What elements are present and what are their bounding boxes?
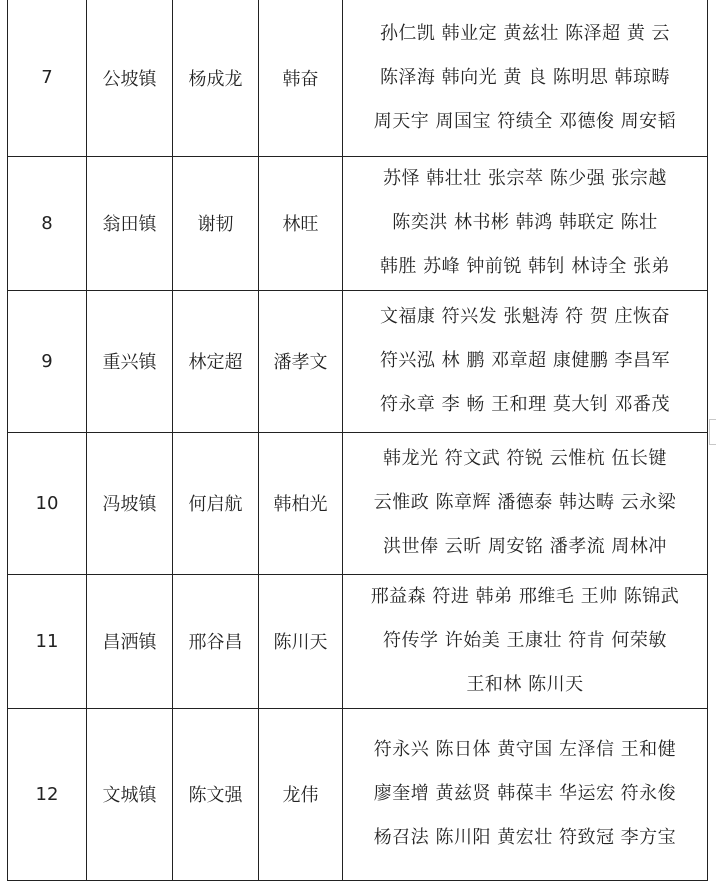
- member-list: [343, 290, 708, 432]
- row-number: 9: [8, 290, 87, 432]
- row-number: 11: [8, 574, 87, 708]
- table-row: [8, 574, 708, 708]
- town-name: 文城镇: [87, 708, 173, 880]
- table-row: [8, 290, 708, 432]
- contact-name: 潘孝文: [259, 290, 343, 432]
- member-list: [343, 574, 708, 708]
- contact-name: 龙伟: [259, 708, 343, 880]
- member-line: 陈奕洪 林书彬 韩鸿 韩联定 陈壮: [392, 212, 658, 233]
- row-number: 12: [8, 708, 87, 880]
- member-line: 云惟政 陈章辉 潘德泰 韩达畴 云永梁: [373, 492, 677, 513]
- contact-name: 陈川天: [259, 574, 343, 708]
- member-line: 邢益森 符进 韩弟 邢维毛 王帅 陈锦武: [370, 586, 680, 607]
- member-line: 王和林 陈川天: [466, 674, 584, 695]
- member-line: 杨召法 陈川阳 黄宏壮 符致冠 李方宝: [373, 827, 677, 848]
- member-line: 陈泽海 韩向光 黄 良 陈明思 韩琼畴: [379, 66, 671, 88]
- row-number: 7: [8, 0, 87, 156]
- member-line: 孙仁凯 韩业定 黄兹壮 陈泽超 黄 云: [379, 22, 671, 44]
- roster-table: [7, 0, 708, 881]
- table-row: [8, 156, 708, 290]
- member-line: 符兴泓 林 鹏 邓章超 康健鹏 李昌军: [379, 350, 671, 371]
- member-line: 韩胜 苏峰 钟前锐 韩钊 林诗全 张弟: [379, 256, 671, 277]
- contact-name: 林旺: [259, 156, 343, 290]
- member-line: 符永兴 陈日体 黄守国 左泽信 王和健: [373, 739, 677, 760]
- member-list: [343, 156, 708, 290]
- town-name: 重兴镇: [87, 290, 173, 432]
- town-name: 昌洒镇: [87, 574, 173, 708]
- member-line: 洪世俸 云昕 周安铭 潘孝流 周林冲: [383, 536, 667, 557]
- contact-name: 韩奋: [259, 0, 343, 156]
- member-line: 文福康 符兴发 张魁涛 符 贺 庄恢奋: [379, 306, 671, 327]
- member-line: 苏怿 韩壮壮 张宗萃 陈少强 张宗越: [383, 168, 667, 189]
- town-name: 翁田镇: [87, 156, 173, 290]
- leader-name: 何启航: [173, 432, 259, 574]
- leader-name: 林定超: [173, 290, 259, 432]
- contact-name: 韩柏光: [259, 432, 343, 574]
- town-name: 公坡镇: [87, 0, 173, 156]
- leader-name: 谢韧: [173, 156, 259, 290]
- town-name: 冯坡镇: [87, 432, 173, 574]
- member-line: 廖奎增 黄兹贤 韩葆丰 华运宏 符永俊: [373, 783, 677, 804]
- row-number: 10: [8, 432, 87, 574]
- leader-name: 杨成龙: [173, 0, 259, 156]
- member-list: [343, 0, 708, 156]
- scroll-handle[interactable]: [709, 419, 716, 445]
- leader-name: 邢谷昌: [173, 574, 259, 708]
- member-list: [343, 432, 708, 574]
- member-line: 符永章 李 畅 王和理 莫大钊 邓番茂: [379, 394, 671, 415]
- table-row: [8, 708, 708, 880]
- leader-name: 陈文强: [173, 708, 259, 880]
- member-list: [343, 708, 708, 880]
- member-line: 周天宇 周国宝 符绩全 邓德俊 周安韬: [373, 110, 677, 132]
- table-row: [8, 432, 708, 574]
- member-line: 符传学 许始美 王康壮 符肯 何荣敏: [383, 630, 667, 651]
- row-number: 8: [8, 156, 87, 290]
- member-line: 韩龙光 符文武 符锐 云惟杭 伍长键: [383, 448, 667, 469]
- table-row: [8, 0, 708, 156]
